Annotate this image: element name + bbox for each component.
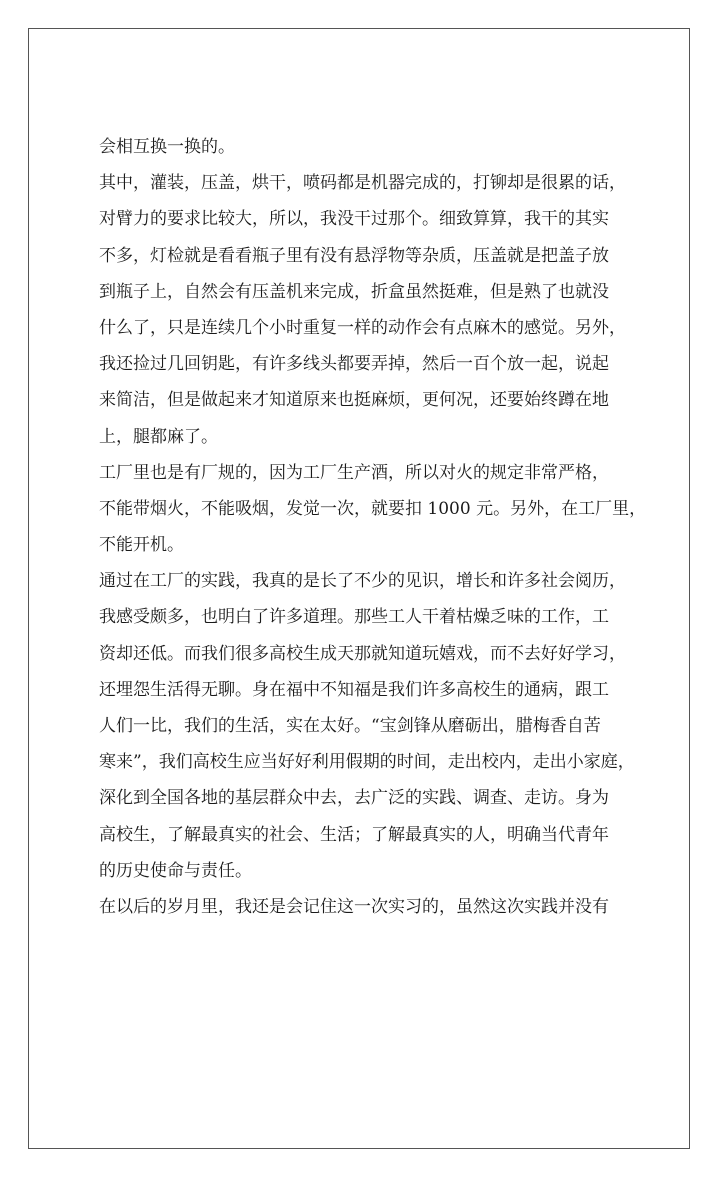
text-line: 不能开机。 bbox=[99, 535, 184, 556]
text-line: 高校生，了解最真实的社会、生活；了解最真实的人，明确当代青年 bbox=[99, 824, 609, 845]
text-line: 通过在工厂的实践，我真的是长了不少的见识，增长和许多社会阅历， bbox=[99, 571, 626, 592]
text-line: 人们一比，我们的生活，实在太好。“宝剑锋从磨砺出，腊梅香自苦 bbox=[99, 716, 601, 736]
text-line: 不能带烟火，不能吸烟，发觉一次，就要扣 1000 元。另外，在工厂里， bbox=[99, 498, 647, 519]
text-line: 资却还低。而我们很多高校生成天那就知道玩嬉戏，而不去好好学习， bbox=[99, 643, 626, 664]
text-line: 会相互换一换的。 bbox=[99, 137, 235, 157]
document-page bbox=[28, 28, 690, 1149]
text-line: 深化到全国各地的基层群众中去，去广泛的实践、调查、走访。身为 bbox=[99, 788, 609, 809]
text-line: 还埋怨生活得无聊。身在福中不知福是我们许多高校生的通病，跟工 bbox=[99, 679, 609, 700]
text-line: 工厂里也是有厂规的，因为工厂生产酒，所以对火的规定非常严格， bbox=[99, 462, 609, 483]
text-line: 什么了，只是连续几个小时重复一样的动作会有点麻木的感觉。另外， bbox=[99, 317, 626, 338]
text-line: 我感受颇多，也明白了许多道理。那些工人干着枯燥乏味的工作，工 bbox=[99, 607, 609, 628]
text-line: 在以后的岁月里，我还是会记住这一次实习的，虽然这次实践并没有 bbox=[99, 896, 609, 917]
text-line: 寒来”，我们高校生应当好好利用假期的时间，走出校内，走出小家庭， bbox=[99, 752, 635, 773]
document-body bbox=[99, 129, 671, 925]
text-line: 的历史使命与责任。 bbox=[99, 860, 252, 881]
text-line: 上，腿都麻了。 bbox=[99, 426, 218, 447]
text-line: 其中，灌装，压盖，烘干，喷码都是机器完成的，打铆却是很累的话， bbox=[99, 173, 626, 194]
text-line: 我还捡过几回钥匙，有许多线头都要弄掉，然后一百个放一起，说起 bbox=[99, 354, 609, 375]
text-line: 到瓶子上，自然会有压盖机来完成，折盒虽然挺难，但是熟了也就没 bbox=[99, 281, 609, 302]
text-line: 来简洁，但是做起来才知道原来也挺麻烦，更何况，还要始终蹲在地 bbox=[99, 390, 609, 411]
text-line: 对臂力的要求比较大，所以，我没干过那个。细致算算，我干的其实 bbox=[99, 209, 609, 230]
text-line: 不多，灯检就是看看瓶子里有没有悬浮物等杂质，压盖就是把盖子放 bbox=[99, 245, 609, 266]
